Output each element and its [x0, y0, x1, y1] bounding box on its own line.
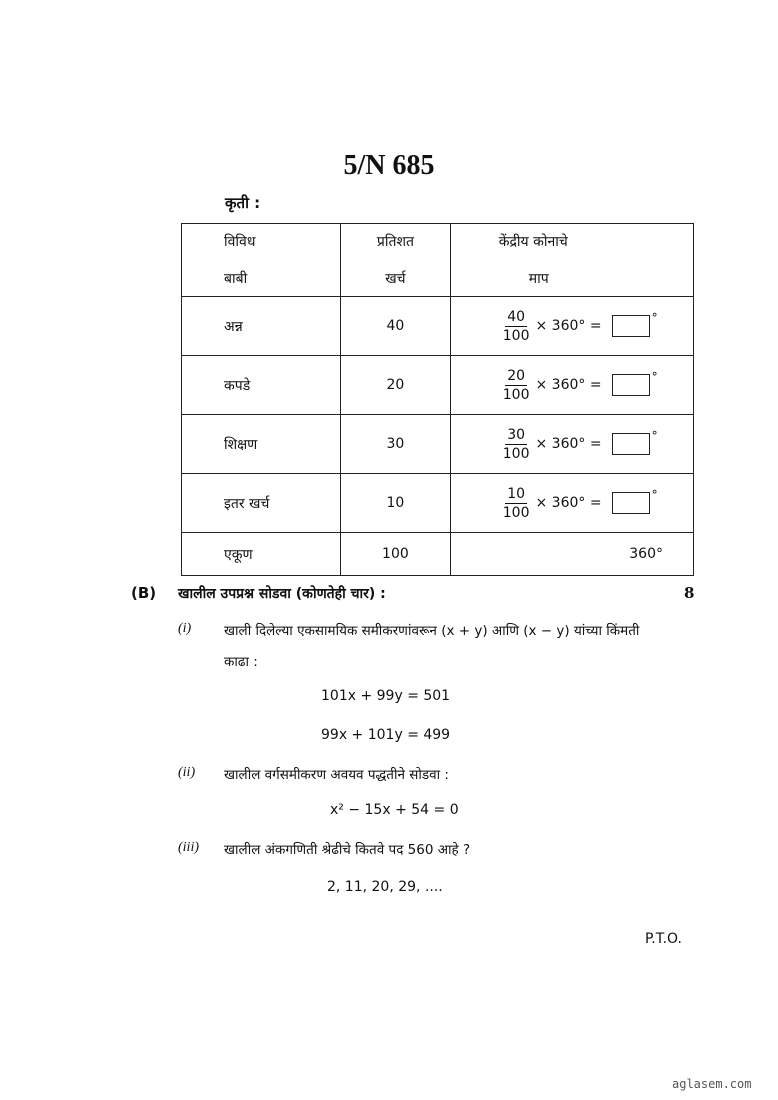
multiply-expression: × 360° = — [535, 436, 602, 452]
sequence: 2, 11, 20, 29, .... — [327, 879, 443, 895]
question-text-cont: काढा : — [224, 654, 258, 670]
fraction: $\frac{20}{100}$ — [502, 367, 530, 403]
row-angle — [450, 356, 693, 415]
degree-symbol: ° — [651, 311, 658, 325]
header-items — [182, 224, 341, 297]
multiply-expression: × 360° = — [535, 318, 602, 334]
header-percent-line2: खर्च — [385, 271, 406, 287]
table-row — [182, 297, 694, 356]
central-angle-table — [181, 223, 694, 576]
table-row — [182, 415, 694, 474]
paper-code: 5/N 685 — [343, 150, 435, 181]
degree-symbol: ° — [651, 370, 658, 384]
header-items-line1: विविध — [224, 234, 256, 250]
total-angle: 360° — [450, 533, 693, 576]
row-angle — [450, 297, 693, 356]
equation: 99x + 101y = 499 — [321, 727, 451, 743]
equation: 101x + 99y = 501 — [321, 688, 451, 704]
header-angle-line1: केंद्रीय कोनाचे — [498, 234, 568, 250]
header-angle — [450, 224, 693, 297]
degree-symbol: ° — [651, 488, 658, 502]
header-percent-line1: प्रतिशत — [376, 234, 414, 250]
header-percent — [341, 224, 451, 297]
answer-box[interactable] — [612, 374, 650, 396]
table-header-row — [182, 224, 694, 297]
row-angle — [450, 415, 693, 474]
question-text: खालील अंकगणिती श्रेढीचे कितवे पद 560 आहे ? — [224, 842, 471, 858]
equation: x² − 15x + 54 = 0 — [330, 802, 459, 818]
question-text: खालील वर्गसमीकरण अवयव पद्धतीने सोडवा : — [224, 767, 449, 783]
row-item: अन्न — [182, 297, 341, 356]
section-label: (B) — [131, 584, 157, 602]
question-text: खाली दिलेल्या एकसामयिक समीकरणांवरून (x + y) आणि (x − y) यांच्या किंमती — [224, 623, 640, 639]
multiply-expression: × 360° = — [535, 495, 602, 511]
fraction: $\frac{40}{100}$ — [502, 308, 530, 344]
question-number: (i) — [178, 621, 192, 636]
table-total-row — [182, 533, 694, 576]
total-item: एकूण — [182, 533, 341, 576]
fraction: $\frac{10}{100}$ — [502, 485, 530, 521]
answer-box[interactable] — [612, 315, 650, 337]
table-row — [182, 474, 694, 533]
row-percent: 10 — [341, 474, 451, 533]
answer-box[interactable] — [612, 433, 650, 455]
section-marks: 8 — [684, 584, 695, 602]
header-items-line2: बाबी — [224, 271, 248, 287]
table-row — [182, 356, 694, 415]
row-item: इतर खर्च — [182, 474, 341, 533]
pto-label: P.T.O. — [645, 931, 682, 947]
row-percent: 30 — [341, 415, 451, 474]
question-number: (ii) — [178, 765, 196, 780]
question-number: (iii) — [178, 840, 199, 855]
row-item: कपडे — [182, 356, 341, 415]
multiply-expression: × 360° = — [535, 377, 602, 393]
fraction: $\frac{30}{100}$ — [502, 426, 530, 462]
answer-box[interactable] — [612, 492, 650, 514]
degree-symbol: ° — [651, 429, 658, 443]
activity-label: कृती : — [225, 194, 261, 212]
section-title: खालील उपप्रश्न सोडवा (कोणतेही चार) : — [178, 586, 386, 602]
watermark: aglasem.com — [672, 1077, 752, 1091]
row-percent: 20 — [341, 356, 451, 415]
row-item: शिक्षण — [182, 415, 341, 474]
row-percent: 40 — [341, 297, 451, 356]
header-angle-line2: माप — [528, 271, 549, 287]
total-percent: 100 — [341, 533, 451, 576]
row-angle — [450, 474, 693, 533]
